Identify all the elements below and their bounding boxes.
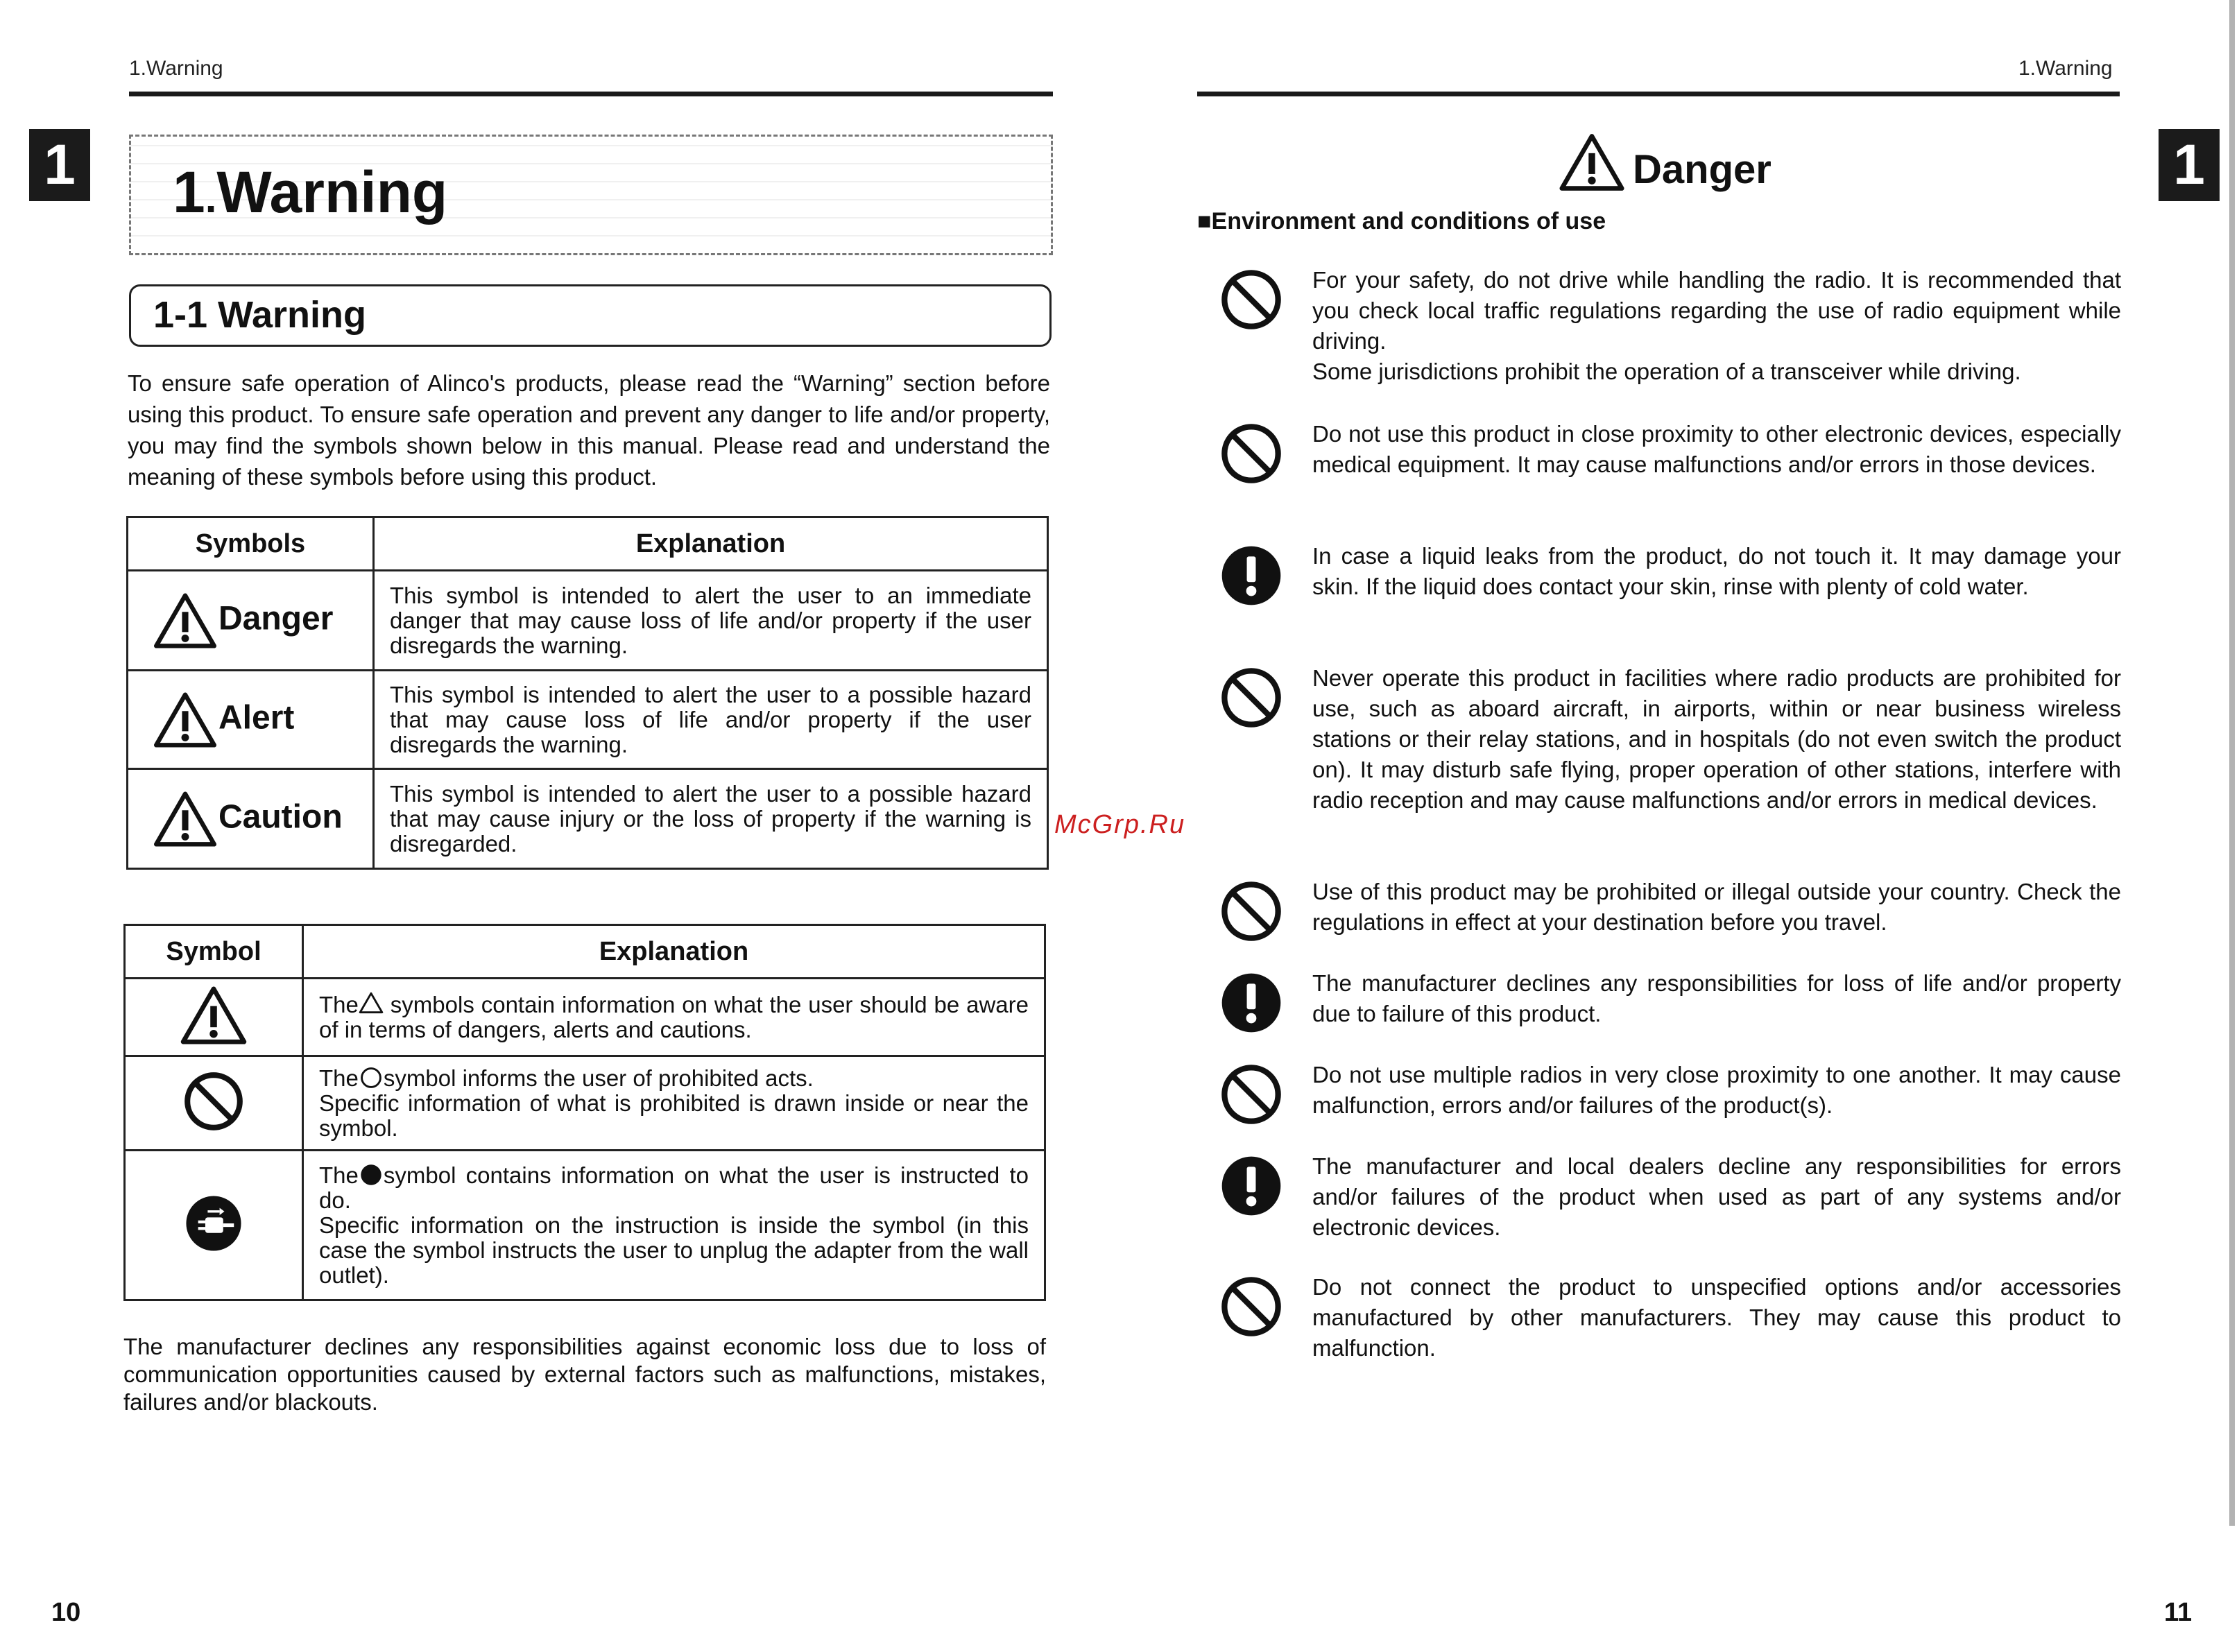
item-text: Do not use multiple radios in very close proximity to one another. It may cause malfunction, errors and/or failures of the product(s). xyxy=(1312,1062,2121,1118)
small-circle-icon xyxy=(360,1067,382,1089)
chapter-number: 1 xyxy=(173,160,205,225)
page-number-right: 11 xyxy=(2164,1598,2193,1627)
list-item xyxy=(1219,968,2121,1029)
prohibition-icon xyxy=(1219,879,1283,943)
prohibition-symbol-cell xyxy=(125,1056,303,1151)
explanation-body: symbol contains information on what the user is instructed to do. xyxy=(319,1162,1029,1213)
small-triangle-icon xyxy=(359,992,384,1014)
page-number-left: 10 xyxy=(51,1598,81,1627)
chapter-banner xyxy=(129,135,1053,255)
item-text: Do not connect the product to unspecified options and/or accessories manufactured by other manufacturers. They may cause this product to malfunction. xyxy=(1312,1274,2121,1361)
explanation-extra: Specific information on the instruction is inside the symbol (in this case the symbol instructs the user to unplug the adapter from the wall outlet). xyxy=(319,1212,1029,1288)
explanation-body: symbol informs the user of prohibited acts. xyxy=(383,1065,814,1091)
closing-paragraph: The manufacturer declines any responsibilities against economic loss due to loss of communication opportunities caused by external factors such as malfunctions, mistakes, failures and/or blackouts. xyxy=(123,1334,1046,1415)
item-line: For your safety, do not drive while handling the radio. It is recommended that you check local traffic regulations regarding the use of radio equipment while driving. xyxy=(1312,267,2121,354)
table-header-symbol: Symbol xyxy=(125,925,303,979)
caution-label: Caution xyxy=(218,798,343,836)
table-header-explanation-2: Explanation xyxy=(303,925,1045,979)
chapter-title: 1.Warning xyxy=(173,160,448,225)
triangle-explanation xyxy=(303,979,1045,1056)
table-header-explanation: Explanation xyxy=(374,517,1048,571)
header-rule-left xyxy=(129,92,1053,96)
list-item xyxy=(1219,1272,2121,1363)
danger-heading xyxy=(1559,133,1772,193)
chapter-tab-right: 1 xyxy=(2159,129,2220,201)
item-text: The manufacturer declines any responsibilities for loss of life and/or property due to failure of this product. xyxy=(1312,970,2121,1026)
danger-label: Danger xyxy=(218,600,334,637)
triangle-symbol-cell xyxy=(125,979,303,1056)
chapter-title-text: Warning xyxy=(216,160,448,225)
prohibition-explanation xyxy=(303,1056,1045,1151)
item-text: The manufacturer and local dealers decline any responsibilities for errors and/or failures of the product when used as part of any systems and/or electronic devices. xyxy=(1312,1153,2121,1240)
list-item xyxy=(1219,265,2121,387)
unplug-symbol-cell xyxy=(125,1151,303,1300)
symbols-table xyxy=(126,516,1049,870)
mandatory-icon xyxy=(1219,1154,1283,1218)
explanation-body: symbols contain information on what the user should be aware of in terms of dangers, alerts and cautions. xyxy=(319,992,1029,1042)
header-rule-right xyxy=(1197,92,2120,96)
table-row xyxy=(125,1151,1045,1300)
item-text: Use of this product may be prohibited or illegal outside your country. Check the regulations in effect at your destination before you travel. xyxy=(1312,879,2121,935)
section-title: 1-1 Warning xyxy=(153,294,367,336)
prohibition-icon xyxy=(1219,1275,1283,1339)
warning-triangle-icon xyxy=(153,692,217,748)
alert-label: Alert xyxy=(218,699,295,737)
running-header-right: 1.Warning xyxy=(2018,57,2113,80)
caution-explanation: This symbol is intended to alert the user to a possible hazard that may cause injury or the loss of property if the warning is disregarded. xyxy=(374,769,1048,869)
chapter-tab-left: 1 xyxy=(29,129,90,201)
symbols-table-header xyxy=(128,517,1048,571)
section-heading-box xyxy=(129,284,1052,347)
warning-triangle-icon xyxy=(153,791,217,847)
symbol-meanings-header xyxy=(125,925,1045,979)
danger-symbol-cell xyxy=(128,571,374,671)
site-watermark: McGrp.Ru xyxy=(1054,810,1186,839)
warning-triangle-icon xyxy=(1559,133,1624,191)
list-item xyxy=(1219,541,2121,602)
item-text: In case a liquid leaks from the product, do not touch it. It may damage your skin. If the liquid does contact your skin, rinse with plenty of cold water. xyxy=(1312,543,2121,599)
mandatory-icon xyxy=(1219,971,1283,1035)
prohibition-icon xyxy=(182,1070,245,1133)
explanation-prefix: The xyxy=(319,1162,359,1188)
alert-symbol-cell xyxy=(128,671,374,769)
item-text: Never operate this product in facilities where radio products are prohibited for use, such as aboard aircraft, in airports, within or near business wireless stations or their relay stations, and in hospitals (do not even switch the product on). It may disturb safe flying, proper operation of other stations, interfere with radio reception and may cause malfunctions and/or errors in medical devices. xyxy=(1312,665,2121,813)
table-header-symbols: Symbols xyxy=(128,517,374,571)
table-row xyxy=(128,769,1048,869)
list-item xyxy=(1219,1060,2121,1121)
alert-explanation: This symbol is intended to alert the user to a possible hazard that may cause loss of life and/or property if the user disregards the warning. xyxy=(374,671,1048,769)
symbol-meanings-table xyxy=(123,924,1046,1301)
running-header-left: 1.Warning xyxy=(129,57,223,80)
unplug-adapter-icon xyxy=(184,1194,243,1253)
list-item xyxy=(1219,419,2121,480)
table-row xyxy=(125,979,1045,1056)
list-item xyxy=(1219,1151,2121,1243)
prohibition-icon xyxy=(1219,666,1283,730)
intro-paragraph: To ensure safe operation of Alinco's products, please read the “Warning” section before using this product. To ensure safe operation and prevent any danger to life and/or property, you may find the symbols shown below in this manual. Please read and understand the meaning of these symbols before using this product. xyxy=(128,370,1050,490)
list-item xyxy=(1219,663,2121,816)
environment-heading: ■Environment and conditions of use xyxy=(1197,208,1606,234)
danger-title-text: Danger xyxy=(1633,147,1772,192)
prohibition-icon xyxy=(1219,268,1283,332)
danger-explanation: This symbol is intended to alert the user to an immediate danger that may cause loss of life and/or property if the user disregards the warning. xyxy=(374,571,1048,671)
small-filled-circle-icon xyxy=(360,1164,382,1186)
list-item xyxy=(1219,877,2121,938)
mandatory-icon xyxy=(1219,544,1283,608)
prohibition-icon xyxy=(1219,1062,1283,1126)
item-text xyxy=(1312,265,2121,387)
prohibition-icon xyxy=(1219,422,1283,485)
caution-symbol-cell xyxy=(128,769,374,869)
table-row xyxy=(128,571,1048,671)
page-edge xyxy=(2229,0,2235,1526)
warning-triangle-icon xyxy=(153,593,217,648)
explanation-prefix: The xyxy=(319,1065,359,1091)
item-line: Some jurisdictions prohibit the operation of a transceiver while driving. xyxy=(1312,359,2021,384)
table-row xyxy=(125,1056,1045,1151)
warning-triangle-icon xyxy=(180,986,247,1044)
unplug-explanation xyxy=(303,1151,1045,1300)
item-text: Do not use this product in close proximity to other electronic devices, especially medical equipment. It may cause malfunctions and/or errors in those devices. xyxy=(1312,421,2121,477)
explanation-extra: Specific information of what is prohibited is drawn inside or near the symbol. xyxy=(319,1090,1029,1141)
table-row xyxy=(128,671,1048,769)
explanation-prefix: The xyxy=(319,992,359,1017)
